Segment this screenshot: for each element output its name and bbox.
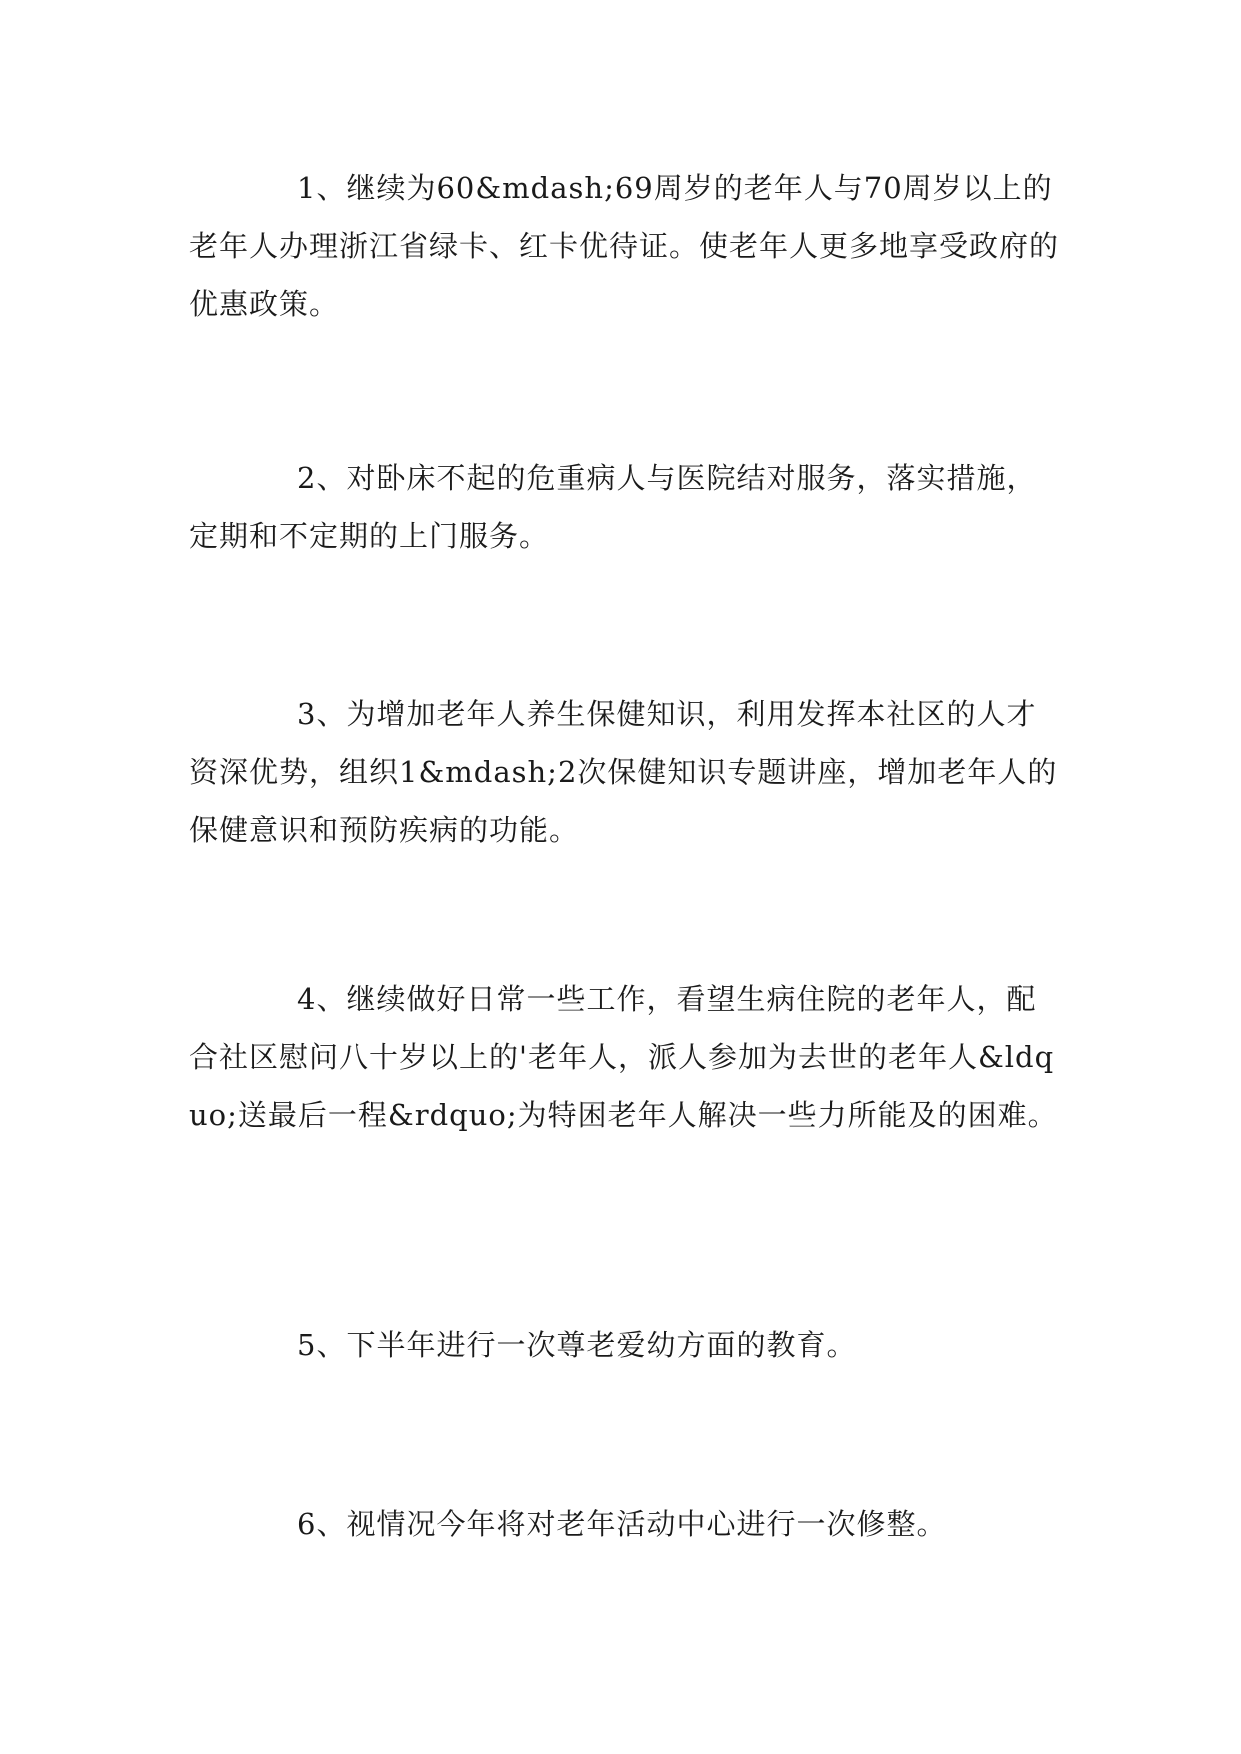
paragraph-2: 2、对卧床不起的危重病人与医院结对服务，落实措施，定期和不定期的上门服务。 (189, 461, 1037, 553)
paragraph-3: 3、为增加老年人养生保健知识，利用发挥本社区的人才资深优势，组织1&mdash;2次保健知识专题讲座，增加老年人的保健意识和预防疾病的功能。 (189, 697, 1058, 847)
paragraph-4: 4、继续做好日常一些工作，看望生病住院的老年人，配合社区慰问八十岁以上的'老年人，派人参加为去世的老年人&ldquo;送最后一程&rdquo;为特困老年人解决一些力所能及的困难。 (189, 982, 1058, 1132)
paragraph-1: 1、继续为60&mdash;69周岁的老年人与70周岁以上的老年人办理浙江省绿卡、红卡优待证。使老年人更多地享受政府的优惠政策。 (189, 171, 1060, 321)
paragraph-5: 5、下半年进行一次尊老爱幼方面的教育。 (297, 1328, 857, 1362)
paragraph-6: 6、视情况今年将对老年活动中心进行一次修整。 (297, 1507, 947, 1541)
